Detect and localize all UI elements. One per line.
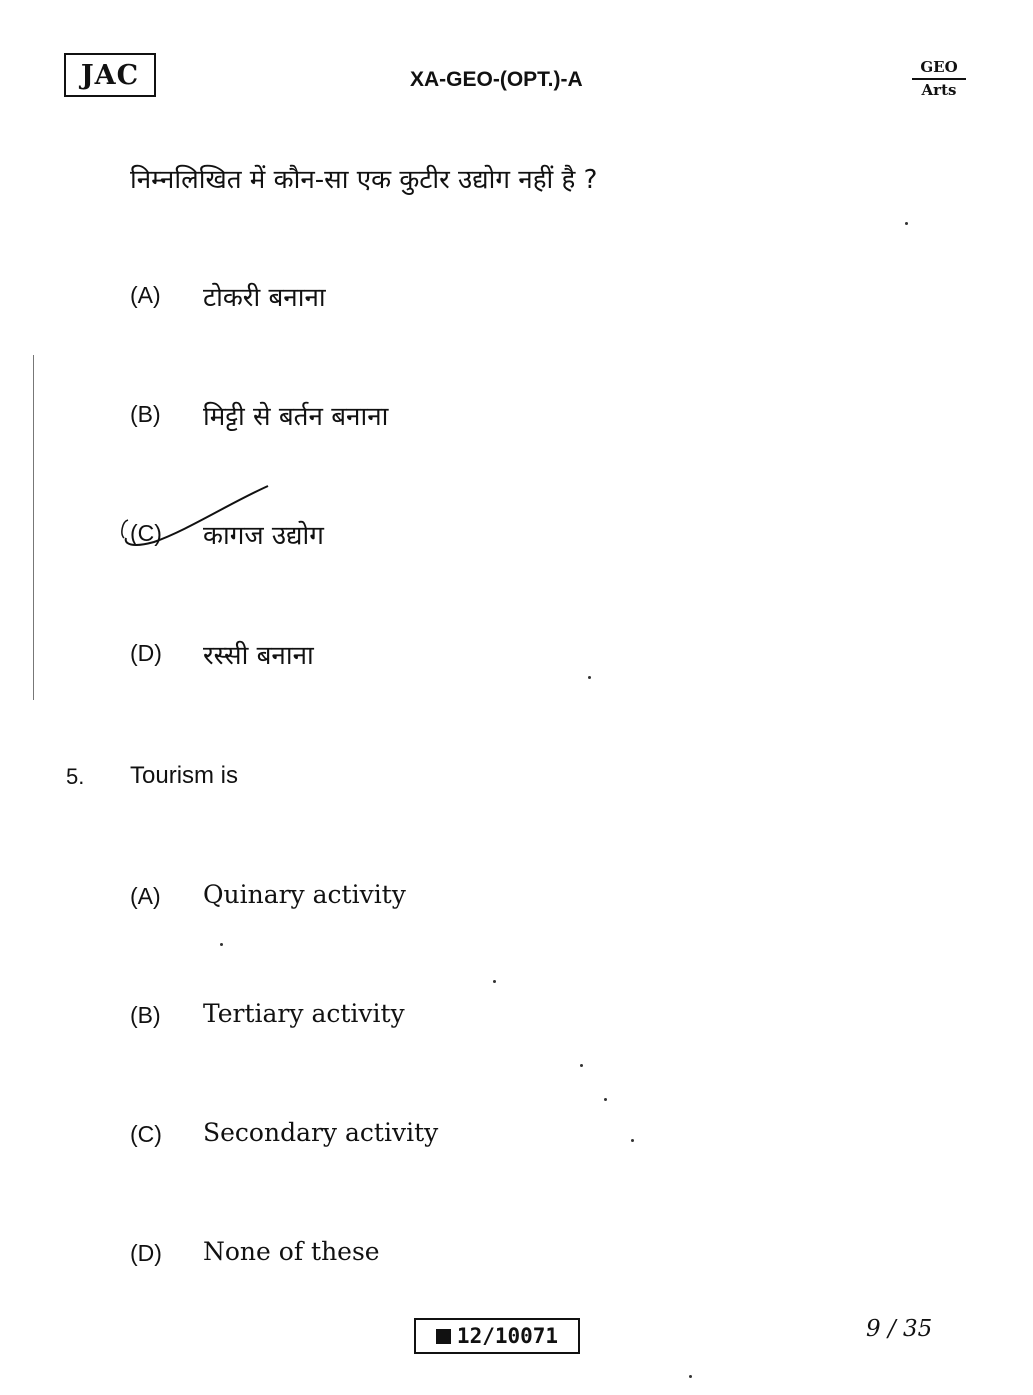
option-label: (A) [130, 282, 161, 308]
option-label: (B) [130, 1002, 161, 1028]
option-label: (C) [130, 1121, 162, 1147]
scan-speck [689, 1375, 692, 1378]
option-label: (D) [130, 1240, 162, 1266]
question-text: Tourism is [130, 762, 239, 789]
answer-tick-icon [118, 482, 278, 552]
margin-line [33, 355, 34, 700]
booklet-code: 12/10071 [456, 1324, 559, 1348]
option-label: (D) [130, 640, 162, 666]
option-text: मिट्टी से बर्तन बनाना [203, 402, 389, 432]
scan-speck [604, 1098, 607, 1101]
question-number: 5. [66, 764, 85, 789]
option-text: None of these [203, 1237, 380, 1266]
scan-speck [493, 980, 496, 983]
square-bullet-icon [436, 1329, 451, 1344]
option-label-selected: (C) [130, 520, 162, 546]
question-text-hindi: निम्नलिखित में कौन-सा एक कुटीर उद्योग नहीं है ? [130, 165, 598, 195]
scan-speck [905, 222, 908, 225]
option-text: Quinary activity [203, 880, 406, 909]
option-label: (A) [130, 883, 161, 909]
scan-speck [580, 1064, 583, 1067]
option-label: (B) [130, 401, 161, 427]
board-logo-box: JAC [64, 53, 156, 97]
scan-speck [588, 676, 591, 679]
subject-label: GEO [912, 58, 966, 80]
option-text: Secondary activity [203, 1118, 439, 1147]
scan-speck [631, 1139, 634, 1142]
option-text: टोकरी बनाना [203, 283, 326, 313]
option-text-selected: कागज उद्योग [203, 521, 324, 551]
page-number: 9 / 35 [866, 1316, 933, 1342]
stream-label: Arts [921, 81, 957, 99]
option-text: Tertiary activity [203, 999, 405, 1028]
option-text: रस्सी बनाना [203, 641, 314, 671]
booklet-code-box [414, 1318, 580, 1354]
subject-stream-label [912, 58, 966, 100]
scan-speck [220, 943, 223, 946]
paper-code: XA-GEO-(OPT.)-A [410, 68, 583, 91]
